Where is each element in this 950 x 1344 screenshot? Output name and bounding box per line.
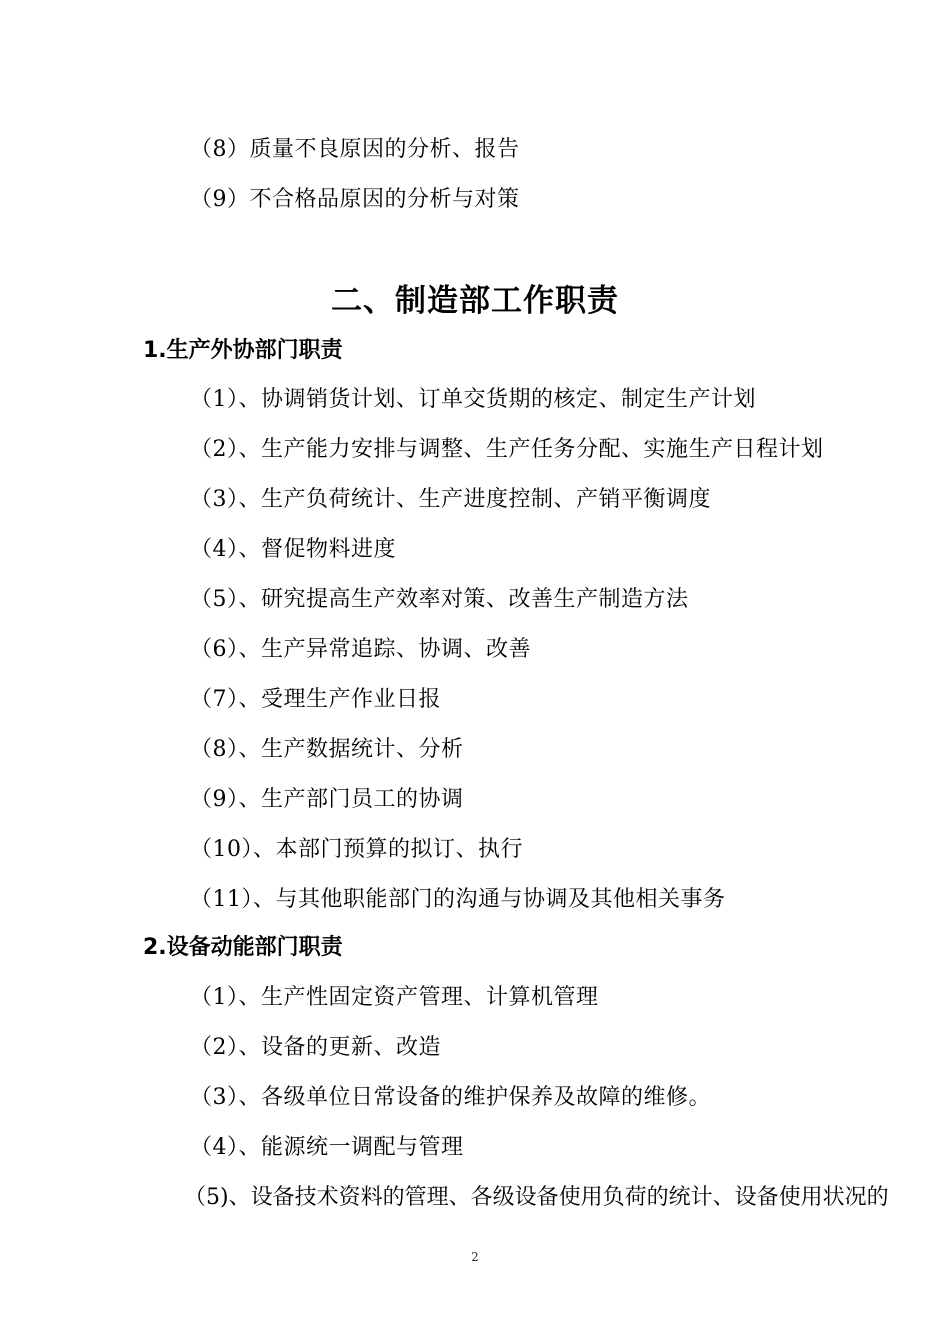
list-item: （3）、各级单位日常设备的维护保养及故障的维修。 — [190, 1085, 711, 1110]
section-title: 二、制造部工作职责 — [331, 283, 619, 319]
list-item: （8）质量不良原因的分析、报告 — [190, 137, 520, 162]
list-item: （1）、生产性固定资产管理、计算机管理 — [190, 985, 599, 1010]
subsection-title: 1.生产外协部门职责 — [143, 338, 343, 363]
list-item: （11）、与其他职能部门的沟通与协调及其他相关事务 — [190, 887, 726, 912]
subsection-title: 2.设备动能部门职责 — [143, 935, 343, 960]
list-item: （3）、生产负荷统计、生产进度控制、产销平衡调度 — [190, 487, 711, 512]
list-item: （4）、督促物料进度 — [190, 537, 396, 562]
list-item: （8）、生产数据统计、分析 — [190, 737, 464, 762]
list-item: （5）、研究提高生产效率对策、改善生产制造方法 — [190, 587, 689, 612]
list-item: （7）、受理生产作业日报 — [190, 687, 441, 712]
list-item: （4）、能源统一调配与管理 — [190, 1135, 464, 1160]
list-item: （9）、生产部门员工的协调 — [190, 787, 464, 812]
page-number: 2 — [471, 1250, 479, 1264]
list-item: （2）、生产能力安排与调整、生产任务分配、实施生产日程计划 — [190, 437, 824, 462]
list-item: （5)、设备技术资料的管理、各级设备使用负荷的统计、设备使用状况的 — [184, 1185, 889, 1210]
list-item: （1）、协调销货计划、订单交货期的核定、制定生产计划 — [190, 387, 756, 412]
list-item: （6）、生产异常追踪、协调、改善 — [190, 637, 531, 662]
list-item: （10）、本部门预算的拟订、执行 — [190, 837, 523, 862]
list-item: （2）、设备的更新、改造 — [190, 1035, 441, 1060]
list-item: （9）不合格品原因的分析与对策 — [190, 187, 520, 212]
